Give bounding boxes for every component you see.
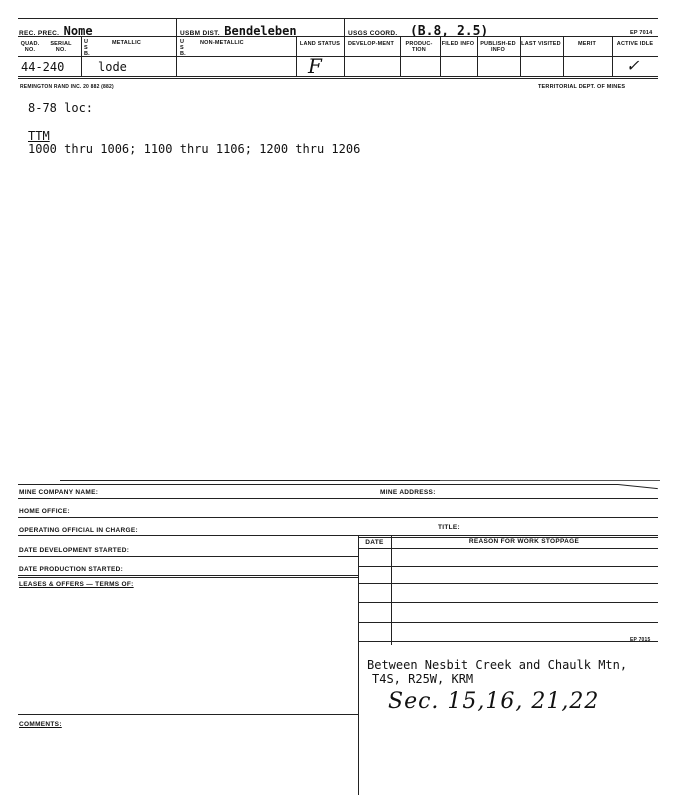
- location-line-2: T4S, R25W, KRM: [372, 672, 474, 686]
- quad-serial-value: 44-240: [21, 60, 65, 74]
- header-footer-left: REMINGTON RAND INC. 20 882 (882): [20, 84, 114, 90]
- col-filed-info: FILED INFO: [441, 41, 475, 47]
- usbm-dist-field: [180, 22, 297, 40]
- mine-address-label: MINE ADDRESS:: [380, 489, 436, 496]
- col-production: PRODUC-TION: [405, 41, 433, 53]
- lower-form-number: EP 7015: [630, 637, 651, 643]
- rec-prec-label: REC. PREC.: [19, 30, 60, 37]
- usgs-coord-field: [348, 22, 488, 40]
- usbm-dist-label: USBM DIST.: [180, 30, 220, 37]
- reason-col-header: REASON FOR WORK STOPPAGE: [468, 538, 580, 545]
- col-quad-no: QUAD. NO.: [20, 41, 40, 53]
- active-idle-check: ✓: [626, 56, 640, 75]
- col-metallic: METALLIC: [112, 40, 141, 46]
- leases-offers-label: LEASES & OFFERS — TERMS OF:: [19, 581, 134, 588]
- rec-prec-value: Nome: [63, 24, 93, 38]
- col-non-metallic: NON-METALLIC: [200, 40, 244, 46]
- ttm-heading: TTM: [28, 129, 50, 143]
- usgs-coord-label: USGS COORD.: [348, 30, 398, 37]
- date-production-started-label: DATE PRODUCTION STARTED:: [19, 566, 124, 573]
- operating-official-label: OPERATING OFFICIAL IN CHARGE:: [19, 527, 138, 534]
- col-us-metallic: U S B.: [84, 39, 90, 57]
- col-development: DEVELOP-MENT: [347, 41, 395, 47]
- col-us-nonmetallic: U S B.: [180, 39, 186, 57]
- col-published-info: PUBLISH-ED INFO: [480, 41, 516, 53]
- date-development-started-label: DATE DEVELOPMENT STARTED:: [19, 547, 130, 554]
- title-label: TITLE:: [438, 524, 461, 531]
- col-serial-no: SERIAL NO.: [50, 41, 72, 53]
- handwritten-sections: Sec. 15,16, 21,22: [388, 689, 600, 714]
- header-footer-right: TERRITORIAL DEPT. OF MINES: [538, 84, 626, 90]
- usgs-coord-value: (B.8, 2.5): [409, 24, 489, 39]
- col-merit: MERIT: [577, 41, 597, 47]
- usbm-dist-value: Bendeleben: [224, 24, 297, 38]
- mine-company-name-label: MINE COMPANY NAME:: [19, 489, 99, 496]
- land-status-value: F: [308, 54, 322, 78]
- header-form-number: EP 7014: [630, 30, 653, 36]
- col-land-status: LAND STATUS: [299, 41, 341, 47]
- claim-range-line: 1000 thru 1006; 1100 thru 1106; 1200 thru 1206: [28, 142, 361, 156]
- metallic-value: lode: [98, 60, 127, 74]
- location-line-1: Between Nesbit Creek and Chaulk Mtn,: [367, 658, 628, 672]
- comments-label: COMMENTS:: [19, 721, 62, 728]
- location-note-line: 8-78 loc:: [28, 101, 94, 115]
- date-col-header: DATE: [365, 539, 384, 546]
- col-active-idle: ACTIVE IDLE: [616, 41, 654, 47]
- col-last-visited: LAST VISITED: [521, 41, 561, 47]
- home-office-label: HOME OFFICE:: [19, 508, 70, 515]
